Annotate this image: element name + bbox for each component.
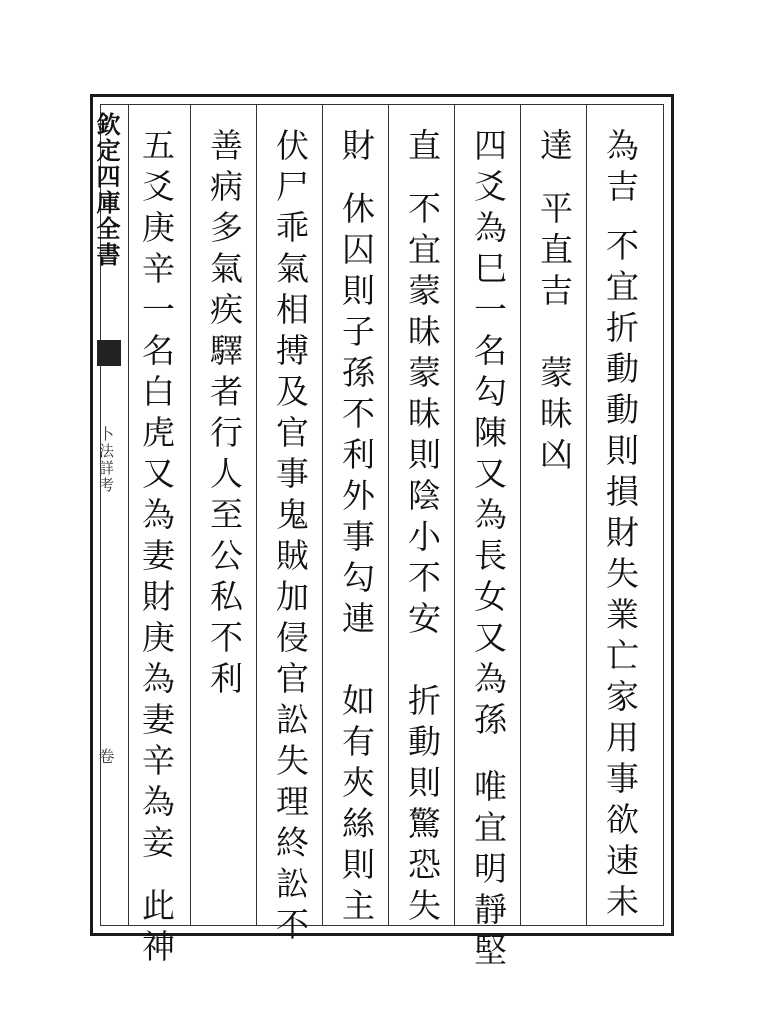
column-rule — [454, 104, 455, 926]
page-mark: 卷 — [96, 748, 115, 772]
column-1-head: 為吉 — [601, 128, 640, 210]
book-subtitle: 卜法詳考 — [97, 426, 115, 494]
column-rule — [128, 104, 129, 926]
column-1-body: 不宜折動動則損財失業亡家用事欲速未 — [601, 228, 640, 925]
column-4-body: 不宜蒙昧蒙昧則陰小不安 折動則驚恐失 — [403, 191, 442, 929]
column-rule — [190, 104, 191, 926]
column-2-body: 平直吉 蒙昧凶 — [535, 191, 574, 478]
inner-border — [97, 104, 664, 926]
text-column-6 — [271, 128, 310, 948]
column-7-text: 善病多氣疾驛者行人至公私不利 — [205, 128, 244, 702]
column-8-body: 此神 — [137, 888, 176, 970]
text-column-2 — [535, 128, 574, 478]
text-column-7 — [205, 128, 244, 702]
text-column-3 — [469, 128, 508, 974]
book-title: 欽定四庫全書 — [92, 112, 121, 268]
fishtail-mark — [97, 340, 121, 366]
column-8-head: 五爻庚辛一名白虎又為妻財庚為妻辛為妾 — [137, 128, 176, 866]
text-column-1 — [601, 128, 640, 925]
text-column-4 — [403, 128, 442, 929]
column-5-head: 財 — [337, 128, 376, 169]
text-column-5 — [337, 128, 376, 929]
text-column-8 — [137, 128, 176, 970]
column-rule — [520, 104, 521, 926]
column-rule — [586, 104, 587, 926]
column-4-head: 直 — [403, 128, 442, 169]
column-rule — [322, 104, 323, 926]
column-5-body: 休囚則子孫不利外事勾連 如有夾絲則主 — [337, 191, 376, 929]
column-2-head: 達 — [535, 128, 574, 169]
column-3-head: 四爻為巳一名勾陳又為長女又為孫 — [469, 128, 508, 743]
column-3-body: 唯宜明靜堅 — [469, 769, 508, 974]
column-6-text: 伏尸乖氣相搏及官事鬼賊加侵官訟失理終訟不 — [271, 128, 310, 948]
column-rule — [256, 104, 257, 926]
column-rule — [388, 104, 389, 926]
